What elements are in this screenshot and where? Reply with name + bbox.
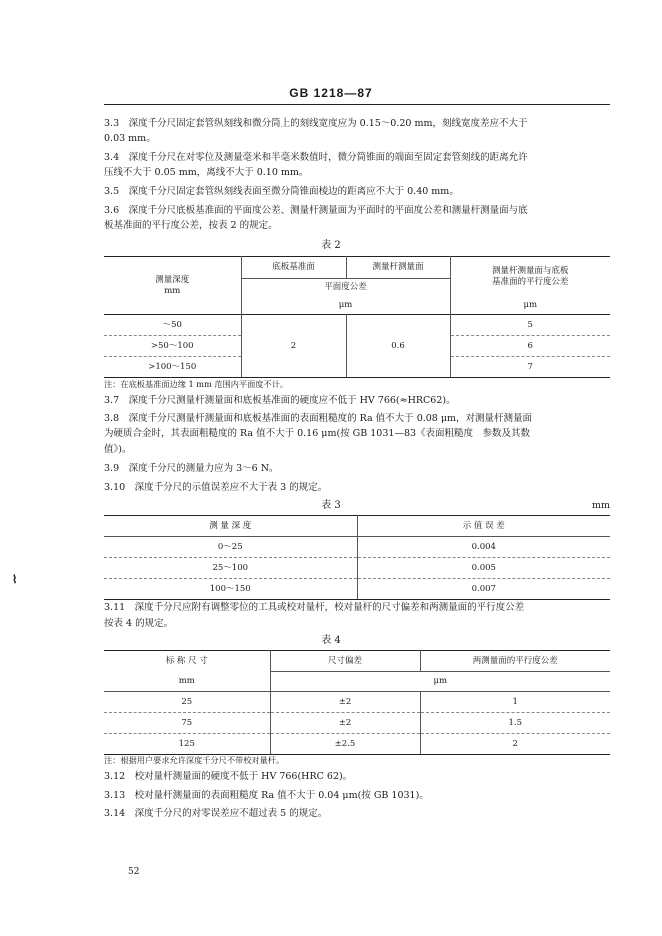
- clause-3-8-line1: 3.8 深度千分尺测量杆测量面和底板基准面的表面粗糙度的 Ra 值不大于 0.08 μm，对测量杆测量面: [104, 413, 533, 424]
- table2-header-base: 底板基准面: [241, 257, 346, 279]
- table2-header-parallel-line2: 基准面的平行度公差: [491, 276, 569, 287]
- table-row: 25: [104, 692, 270, 713]
- clause-3-8-line3: 值》)。: [104, 444, 132, 455]
- clause-3-6-line2: 板基准面的平行度公差，按表 2 的规定。: [104, 220, 278, 231]
- table3-caption: 表 3: [321, 500, 341, 511]
- table-cell: 5: [450, 315, 610, 336]
- table-cell: 0.005: [357, 558, 610, 579]
- margin-mark: ⌇: [12, 573, 18, 586]
- table4-note: 注：根据用户要求允许深度千分尺不带校对量杆。: [104, 755, 285, 765]
- table-cell: 0.007: [357, 579, 610, 600]
- table-row: >50～100: [104, 336, 241, 357]
- table2-base-value: 2: [241, 315, 346, 378]
- table2-note: 注：在底板基准面边缘 1 mm 范围内平面度不计。: [104, 379, 289, 389]
- table4: [104, 650, 610, 755]
- header-rule: [104, 104, 610, 105]
- clause-3-10-line1: 3.10 深度千分尺的示值误差应不大于表 3 的规定。: [104, 482, 328, 493]
- clause-3-13-line1: 3.13 校对量杆测量面的表面粗糙度 Ra 值不大于 0.04 μm(按 GB 1031)。: [104, 790, 429, 801]
- table3-header-error: 示 值 误 差: [357, 516, 610, 537]
- table-row: 25～100: [104, 558, 357, 579]
- table-cell: ±2.5: [270, 734, 420, 755]
- table4-caption: 表 4: [321, 635, 341, 646]
- table3: [104, 515, 610, 600]
- clause-3-11-line1: 3.11 深度千分尺应附有调整零位的工具或校对量杆，校对量杆的尺寸偏差和两测量面的平行度公差: [104, 602, 525, 613]
- table2-rod-value: 0.6: [346, 315, 450, 378]
- clause-3-14-line1: 3.14 深度千分尺的对零误差应不超过表 5 的规定。: [104, 808, 328, 819]
- table4-header-parallel: 两测量面的平行度公差: [420, 651, 610, 672]
- clause-3-12-line1: 3.12 校对量杆测量面的硬度不低于 HV 766(HRC 62)。: [104, 771, 353, 782]
- table4-header-nominal: 标 称 尺 寸: [104, 651, 270, 672]
- clause-3-3-line2: 0.03 mm。: [104, 133, 156, 144]
- table-row: ～50: [104, 315, 241, 336]
- table2-header-parallel-line1: 测量杆测量面与底板: [491, 265, 569, 276]
- table-row: >100～150: [104, 357, 241, 378]
- table4-header-um: μm: [270, 672, 610, 692]
- table2-header-flatness: 平面度公差: [241, 279, 450, 297]
- table3-unit: mm: [591, 500, 610, 511]
- clause-3-9-line1: 3.9 深度千分尺的测量力应为 3～6 N。: [104, 463, 279, 474]
- table-row: 0～25: [104, 537, 357, 558]
- clause-3-3-line1: 3.3 深度千分尺固定套管纵刻线和微分筒上的刻线宽度应为 0.15～0.20 mm，刻线宽度差应不大于: [104, 118, 528, 129]
- table4-header-nominal-unit: mm: [104, 672, 270, 692]
- table2: [104, 256, 610, 378]
- table-cell: 7: [450, 357, 610, 378]
- page-number: 52: [128, 867, 140, 877]
- table-row: 75: [104, 713, 270, 734]
- clause-3-7-line1: 3.7 深度千分尺测量杆测量面和底板基准面的硬度应不低于 HV 766(≈HRC62)。: [104, 395, 456, 406]
- table-row: 125: [104, 734, 270, 755]
- table-cell: 1: [420, 692, 610, 713]
- clause-3-4-line2: 压线不大于 0.05 mm，离线不大于 0.10 mm。: [104, 167, 309, 178]
- clause-3-6-line1: 3.6 深度千分尺底板基准面的平面度公差、测量杆测量面为平面时的平面度公差和测量杆测量面与底: [104, 205, 528, 216]
- table2-header-um: μm: [241, 297, 450, 315]
- table-cell: 1.5: [420, 713, 610, 734]
- table-cell: 6: [450, 336, 610, 357]
- table-row: 100～150: [104, 579, 357, 600]
- table2-caption: 表 2: [321, 240, 341, 251]
- table2-header-depth: [104, 257, 241, 315]
- table4-header-deviation: 尺寸偏差: [270, 651, 420, 672]
- table-cell: ±2: [270, 692, 420, 713]
- table-cell: 2: [420, 734, 610, 755]
- table-cell: 0.004: [357, 537, 610, 558]
- table-cell: ±2: [270, 713, 420, 734]
- page-header-standard-id: GB 1218—87: [289, 86, 373, 100]
- table2-header-rod: 测量杆测量面: [346, 257, 450, 279]
- table3-header-range: 测 量 深 度: [104, 516, 357, 537]
- table2-header-depth-unit: mm: [164, 285, 181, 296]
- clause-3-8-line2: 为硬质合金时，其表面粗糙度的 Ra 值不大于 0.16 μm(按 GB 1031—83《表面粗糙度 参数及其数: [104, 428, 531, 439]
- clause-3-11-line2: 按表 4 的规定。: [104, 618, 174, 629]
- table2-header-um-parallel: μm: [523, 299, 538, 310]
- clause-3-4-line1: 3.4 深度千分尺在对零位及测量毫米和半毫米数值时，微分筒锥面的端面至固定套管刻线的距离允许: [104, 152, 528, 163]
- clause-3-5-line1: 3.5 深度千分尺固定套管纵刻线表面至微分筒锥面棱边的距离应不大于 0.40 mm。: [104, 186, 459, 197]
- table2-header-parallel: [450, 257, 610, 297]
- table2-header-depth-label: 测量深度: [155, 274, 190, 285]
